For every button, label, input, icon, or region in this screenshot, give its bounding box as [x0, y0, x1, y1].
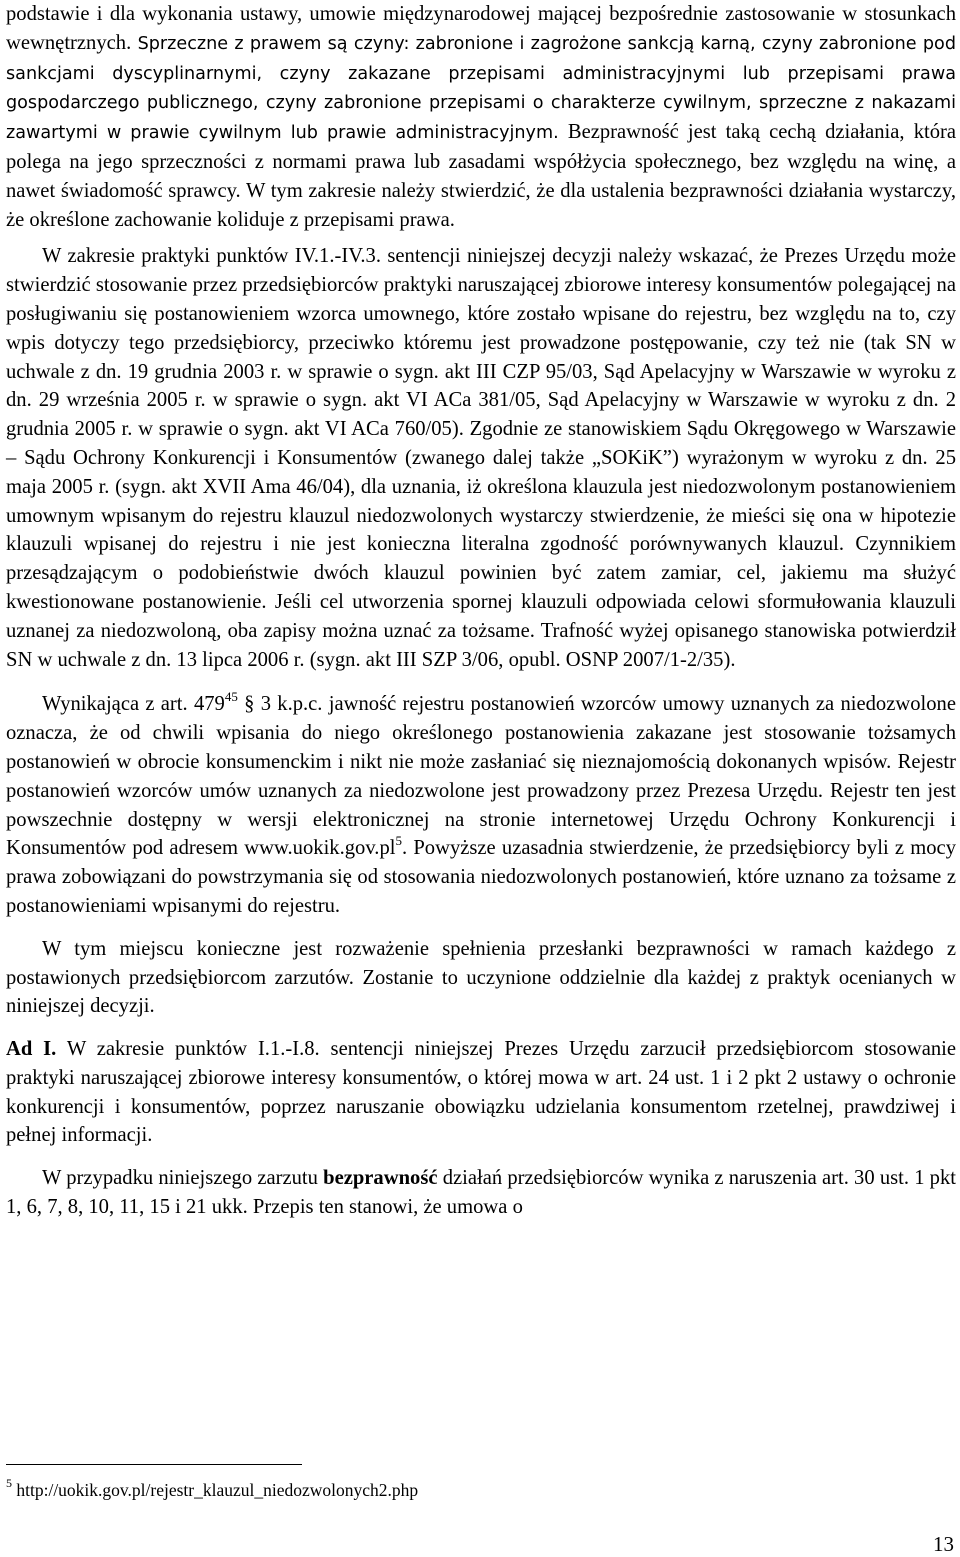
footnote — [6, 1476, 419, 1501]
paragraph-ad-i — [6, 1035, 956, 1150]
section-marker: Ad I. — [6, 1038, 57, 1061]
paragraph-registry-publicity — [6, 690, 956, 920]
paragraph-unlawfulness-basis — [6, 1164, 956, 1222]
text-segment: . Powyższe uzasadnia stwierdzenie, że przedsiębiorcy byli z mocy prawa zobowiązani do powstrzymania się od stosowania niedozwolonych postanowień, które uznano za tożsame z postanowieniami wpisanymi do rejestru. — [6, 837, 956, 917]
page-number: 13 — [933, 1532, 954, 1556]
footnote-separator — [6, 1464, 302, 1465]
paragraph-continuation — [6, 0, 956, 234]
text-segment: podstawie i dla wykonania ustawy, umowie międzynarodowej mającej bezpośrednie zastosowanie w stosunkach wewnętrznych. — [6, 3, 956, 54]
paragraph-registry-practice: W zakresie praktyki punktów IV.1.-IV.3. sentencji niniejszej decyzji należy wskazać, że Prezes Urzędu może stwierdzić stosowanie przez przedsiębiorców praktyki naruszającej zbiorowe interesy konsumentów polegającej na posługiwaniu się postanowieniem wzorca umownego, które zostało wpisane do rejestru, bez względu na to, czy wpis dotyczy tego przedsiębiorcy, przeciwko któremu jest prowadzone postępowanie, czy też nie (tak SN w uchwale z dn. 19 grudnia 2003 r. w sprawie o sygn. akt III CZP 95/03, Sąd Apelacyjny w Warszawie w wyroku z dn. 29 września 2005 r. w sprawie o sygn. akt VI ACa 381/05, Sąd Apelacyjny w Warszawie w wyroku z dn. 2 grudnia 2005 r. w sprawie o sygn. akt VI ACa 760/05). Zgodnie ze stanowiskiem Sądu Okręgowego w Warszawie – Sądu Ochrony Konkurencji i Konsumentów (zwanego dalej także „SOKiK”) wyrażonym w wyroku z dn. 25 maja 2005 r. (sygn. akt XVII Ama 46/04), dla uznania, iż określona klauzula jest niedozwolonym postanowieniem umownym wpisanym do rejestru klauzul niedozwolonych wystarczy stwierdzenie, że mieści się ona w hipotezie klauzuli wpisanej do rejestru i nie jest konieczna literalna zgodność porównywanych klauzul. Czynnikiem przesądzającym o podobieństwie dwóch klauzul powinien być zatem zamiar, cel, jakiemu ma służyć kwestionowane postanowienie. Jeśli cel utworzenia spornej klauzuli odpowiada celowi sformułowania klauzuli uznanej za niedozwoloną, oba zapisy można uznać za tożsame. Trafność wyżej opisanego stanowiska potwierdził SN w uchwale z dn. 13 lipca 2006 r. (sygn. akt III SZP 3/06, opubl. OSNP 2007/1-2/35). — [6, 245, 956, 671]
bold-term: bezprawność — [323, 1167, 438, 1190]
text-segment: Bezprawność jest taką cechą działania, która polega na jego sprzeczności z normami prawa lub zasadami współżycia społecznego, bez względu na winę, a nawet świadomość sprawcy. — [6, 121, 957, 202]
document-page — [6, 0, 956, 1222]
paragraph-unlawfulness-intro: W tym miejscu konieczne jest rozważenie spełnienia przesłanki bezprawności w ramach każdego z postawionych przedsiębiorcom zarzutów. Zostanie to uczynione oddzielnie dla każdej z praktyk ocenianych w niniejszej decyzji. — [6, 937, 956, 1018]
text-segment: Wynikająca z art. 479 — [42, 693, 225, 716]
text-segment: W tym zakresie należy stwierdzić, że dla ustalenia bezprawności działania wystarczy, że określone zachowanie koliduje z przepisami prawa. — [6, 179, 957, 231]
superscript: 45 — [224, 689, 238, 705]
footnote-link[interactable]: http://uokik.gov.pl/rejestr_klauzul_niedozwolonych2.php — [12, 1480, 419, 1500]
footnote-reference[interactable]: 5 — [395, 833, 402, 849]
text-segment: W zakresie punktów I.1.-I.8. sentencji niniejszej Prezes Urzędu zarzucił przedsiębiorcom stosowanie praktyki naruszającej zbiorowe interesy konsumentów, o której mowa w art. 24 ust. 1 i 2 pkt 2 ustawy o ochronie konkurencji i konsumentów, poprzez naruszanie obowiązku udzielania konsumentom rzetelnej, prawdziwej i pełnej informacji. — [6, 1038, 956, 1147]
text-segment: § 3 k.p.c. jawność rejestru postanowień wzorców umowy uznanych za niedozwolone oznacza, że od chwili wpisania do niego określonego postanowienia zakazane jest stosowanie tożsamych postanowień w obrocie konsumenckim i nikt nie może zasłaniać się nieznajomością dokonanych wpisów. Rejestr postanowień wzorców umów uznanych za niedozwolone jest prowadzony przez Prezesa Urzędu. Rejestr ten jest powszechnie dostępny w wersji elektronicznej na stronie internetowej Urzędu Ochrony Konkurencji i Konsumentów pod adresem www.uokik.gov.pl — [6, 693, 956, 860]
footnote-number: 5 — [6, 1476, 12, 1491]
text-segment-sans: Sprzeczne z prawem są czyny: zabronione i zagrożone sankcją karną, czyny zabronione pod sankcjami dyscyplinarnymi, czyny zakazane przepisami administracyjnymi lub przepisami prawa gospodarczego publicznego, czyny zabronione przepisami o charakterze cywilnym, sprzeczne z nakazami zawartymi w prawie cywilnym lub prawie administracyjnym. — [6, 33, 956, 144]
text-segment: W przypadku niniejszego zarzutu — [42, 1167, 324, 1190]
text-segment: działań przedsiębiorców wynika z naruszenia art. 30 ust. 1 pkt 1, 6, 7, 8, 10, 11, 15 i 21 ukk. Przepis ten stanowi, że umowa o — [6, 1167, 956, 1219]
